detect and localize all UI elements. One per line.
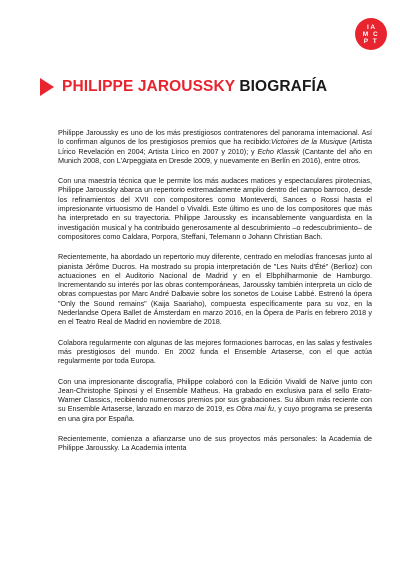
paragraph-academy: Recientemente, comienza a afianzarse uno de sus proyectos más personales: la Academia de Philippe Jaroussky. La Academia intenta <box>58 434 372 453</box>
paragraph-recent: Recientemente, ha abordado un repertorio muy diferente, centrado en melodías francesas junto al pianista Jérôme Ducros. Ha mostrado su propia interpretación de "Les Nuits d'Été" (Berlioz) con actuaciones en el Auditorio Nacional de Madrid y en el Elbphilharmonie de Hamburgo. Incrementando su interés por las obras contemporáneas, Jaroussky también interpreta un ciclo de obras compuestas por Marc André Dalbavie sobre los sonetos de Louise Labbé. Estrenó la ópera "Only the Sound remains" (Kaija Saariaho), compuesta específicamente para su voz, en la Nederlandse Opera Ballet de Ámsterdam en marzo 2016, en la Ópera de París en febrero 2018 y en el Teatro Real de Madrid en noviembre de 2018. <box>58 252 372 327</box>
paragraph-collaborations: Colabora regularmente con algunas de las mejores formaciones barrocas, en las salas y festivales más prestigiosos del mundo. En 2002 funda el Ensemble Artaserse, con el que actúa regularmente por toda Europa. <box>58 337 372 366</box>
p1-text-c: (Artista Lírico Revelación en 2004; Artista Lírico en 2007 y 2010); y <box>58 137 372 156</box>
p1-text-a: Philippe Jaroussky es uno de los más prestigiosos contratenores del panorama internacional. Así lo confirman algunos de los prestigiosos premios que ha recibido: <box>58 128 372 147</box>
page-header <box>40 78 327 96</box>
page-title <box>62 78 327 96</box>
title-biografia: BIOGRAFÍA <box>239 78 328 95</box>
p1-echo-klassik: Echo Klassik <box>257 146 300 156</box>
biography-text <box>58 128 372 464</box>
p5-obra-mai-fu: Obra mai fu <box>236 404 275 414</box>
logo-line-1: I A <box>366 23 376 31</box>
p5-text-c: , y cuyo programa se presenta en una gira por España. <box>58 404 372 423</box>
paragraph-awards <box>58 128 372 165</box>
logo-line-2: M C <box>362 30 380 38</box>
p1-text-e: (Cantante del año en Munich 2008, con L'Arpeggiata en Dresde 2009, y nuevamente en Berlín en 2016), entre otros. <box>58 146 372 165</box>
paragraph-repertoire: Con una maestría técnica que le permite los más audaces matices y espectaculares pirotecnias, Philippe Jaroussky abarca un repertorio extremadamente amplio dentro del campo barroco, desde los refinamientos del XVII con compositores como Monteverdi, Sances o Rossi hasta el impresionante virtuosismo de Handel o Vivaldi. Este último es uno de los compositores que más ha interpretado en su trayectoria. Philippe Jaroussky es incansablemente vanguardista en la investigación musical y ha contribuido generosamente al descubrimiento –o redescubrimiento– de compositores como Caldara, Porpora, Steffani, Telemann o Johann Christian Bach. <box>58 176 372 241</box>
triangle-marker-icon <box>40 78 54 96</box>
p5-text-a: Con una impresionante discografía, Philippe colaboró con la Edición Vivaldi de Naïve junto con Jean-Christophe Spinosi y el Ensemble Matheus. Ha grabado en exclusiva para el sello Erato-Warner Classics, recibiendo numerosos premios por sus grabaciones. Su álbum más reciente con su Ensemble Artaserse, lanzado en marzo de 2019, es <box>58 376 372 414</box>
p1-victoires: Victoires de la Musique <box>271 137 347 147</box>
brand-logo <box>355 18 387 50</box>
paragraph-discography <box>58 377 372 423</box>
logo-line-3: P T <box>363 37 379 45</box>
title-name: PHILIPPE JAROUSSKY <box>62 78 235 95</box>
